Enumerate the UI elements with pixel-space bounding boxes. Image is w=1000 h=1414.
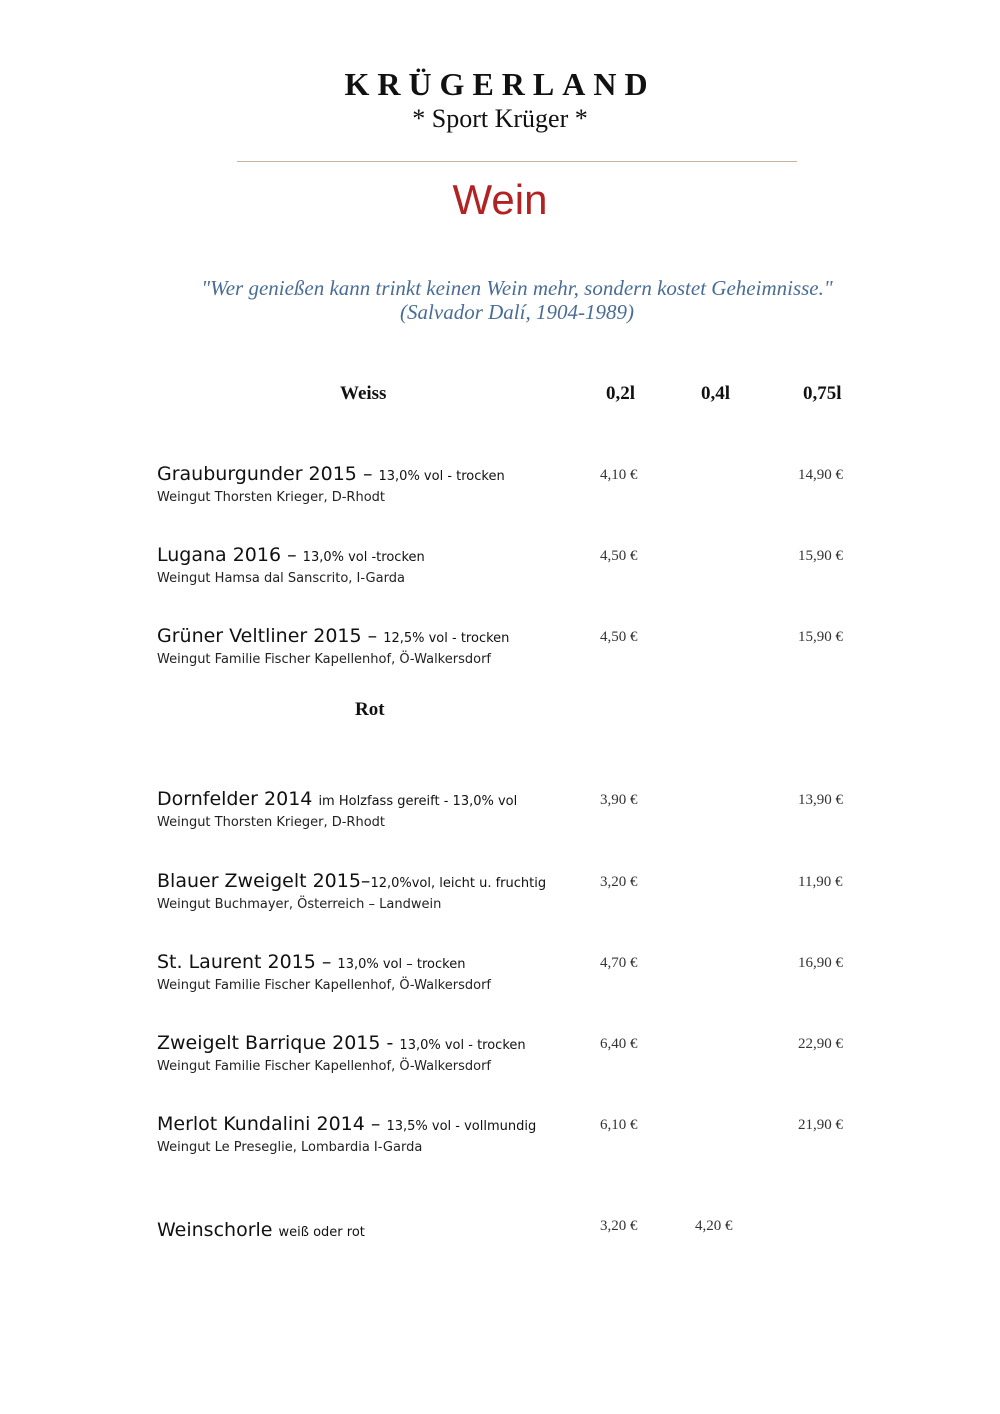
price-0-75l: 11,90 € bbox=[798, 874, 843, 890]
price-0-75l: 22,90 € bbox=[798, 1036, 843, 1052]
wine-origin: Weingut Hamsa dal Sanscrito, I-Garda bbox=[157, 571, 405, 586]
price-0-75l: 15,90 € bbox=[798, 548, 843, 564]
wine-name-line bbox=[157, 1112, 587, 1139]
brand-title: KRÜGERLAND bbox=[344, 66, 656, 102]
wine-name: Blauer Zweigelt 2015– bbox=[157, 870, 371, 892]
wine-name: Merlot Kundalini 2014 – bbox=[157, 1113, 381, 1135]
wine-item bbox=[157, 869, 587, 914]
section-heading-rot: Rot bbox=[355, 699, 385, 720]
price-0-2l: 3,20 € bbox=[600, 1218, 638, 1234]
price-0-4l: 4,20 € bbox=[695, 1218, 733, 1234]
price-0-2l: 4,50 € bbox=[600, 548, 638, 564]
wine-name-line bbox=[157, 624, 587, 651]
quote-text: "Wer genießen kann trinkt keinen Wein mehr, sondern kostet Geheimnisse." bbox=[201, 276, 833, 300]
price-0-75l: 16,90 € bbox=[798, 955, 843, 971]
wine-detail: 12,0%vol, leicht u. fruchtig bbox=[370, 876, 547, 891]
wine-name-line bbox=[157, 1031, 587, 1058]
wine-origin: Weingut Thorsten Krieger, D-Rhodt bbox=[157, 815, 385, 830]
wine-origin: Weingut Buchmayer, Österreich – Landwein bbox=[157, 897, 442, 912]
wine-item bbox=[157, 950, 587, 995]
wine-item bbox=[157, 624, 587, 669]
wine-name: Lugana 2016 – bbox=[157, 544, 297, 566]
wine-item bbox=[157, 1112, 587, 1157]
wine-name: Grauburgunder 2015 – bbox=[157, 463, 373, 485]
wine-origin: Weingut Le Preseglie, Lombardia I-Garda bbox=[157, 1140, 423, 1155]
wine-detail: 13,0% vol - trocken bbox=[399, 1038, 526, 1053]
wine-origin: Weingut Thorsten Krieger, D-Rhodt bbox=[157, 490, 385, 505]
wine-name-line bbox=[157, 950, 587, 977]
price-0-2l: 4,50 € bbox=[600, 629, 638, 645]
wine-detail: 12,5% vol - trocken bbox=[383, 631, 510, 646]
column-header-0-75l: 0,75l bbox=[803, 383, 842, 404]
quote-author: (Salvador Dalí, 1904-1989) bbox=[400, 300, 634, 324]
wine-item bbox=[157, 787, 587, 832]
wine-name-line bbox=[157, 869, 587, 896]
wine-detail: 13,5% vol - vollmundig bbox=[386, 1119, 537, 1134]
price-0-75l: 13,90 € bbox=[798, 792, 843, 808]
wine-name-line bbox=[157, 1218, 587, 1245]
price-0-2l: 3,20 € bbox=[600, 874, 638, 890]
wine-name: Weinschorle bbox=[157, 1219, 273, 1241]
divider bbox=[237, 161, 797, 162]
wine-origin: Weingut Familie Fischer Kapellenhof, Ö-Walkersdorf bbox=[157, 1059, 491, 1074]
wine-name: St. Laurent 2015 – bbox=[157, 951, 332, 973]
column-header-0-4l: 0,4l bbox=[701, 383, 731, 404]
wine-name-line bbox=[157, 462, 587, 489]
wine-name-line bbox=[157, 543, 587, 570]
price-0-2l: 6,40 € bbox=[600, 1036, 638, 1052]
price-0-2l: 4,10 € bbox=[600, 467, 638, 483]
wine-origin: Weingut Familie Fischer Kapellenhof, Ö-Walkersdorf bbox=[157, 978, 491, 993]
wine-item bbox=[157, 543, 587, 588]
wine-name: Dornfelder 2014 bbox=[157, 788, 313, 810]
wine-detail: im Holzfass gereift - 13,0% vol bbox=[318, 794, 518, 809]
price-0-75l: 15,90 € bbox=[798, 629, 843, 645]
wine-item bbox=[157, 1218, 587, 1245]
wine-name: Zweigelt Barrique 2015 - bbox=[157, 1032, 394, 1054]
price-0-75l: 14,90 € bbox=[798, 467, 843, 483]
price-0-2l: 4,70 € bbox=[600, 955, 638, 971]
wine-name-line bbox=[157, 787, 587, 814]
price-0-2l: 6,10 € bbox=[600, 1117, 638, 1133]
price-0-2l: 3,90 € bbox=[600, 792, 638, 808]
column-header-0-2l: 0,2l bbox=[606, 383, 636, 404]
section-heading-weiss: Weiss bbox=[340, 383, 387, 404]
wine-detail: 13,0% vol - trocken bbox=[378, 469, 505, 484]
wine-item bbox=[157, 1031, 587, 1076]
wine-detail: weiß oder rot bbox=[278, 1225, 365, 1240]
wine-origin: Weingut Familie Fischer Kapellenhof, Ö-Walkersdorf bbox=[157, 652, 491, 667]
wine-item bbox=[157, 462, 587, 507]
wine-name: Grüner Veltliner 2015 – bbox=[157, 625, 378, 647]
wine-detail: 13,0% vol -trocken bbox=[302, 550, 425, 565]
price-0-75l: 21,90 € bbox=[798, 1117, 843, 1133]
brand-subtitle: * Sport Krüger * bbox=[412, 104, 588, 133]
wine-detail: 13,0% vol – trocken bbox=[337, 957, 466, 972]
page-title: Wein bbox=[452, 176, 548, 223]
